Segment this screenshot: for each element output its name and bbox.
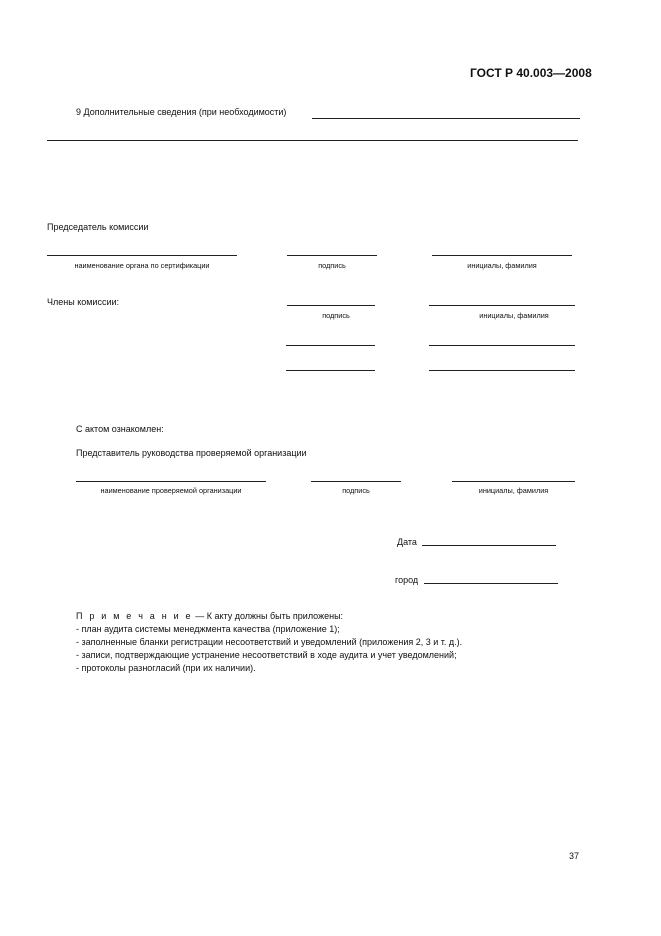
member-1-name-line[interactable] xyxy=(429,305,575,306)
item-9-label: 9 Дополнительные сведения (при необходимости) xyxy=(76,107,287,117)
note-heading xyxy=(76,611,343,621)
representative-org-line[interactable] xyxy=(76,481,266,482)
chairman-org-caption: наименование органа по сертификации xyxy=(74,261,210,270)
chairman-sign-line[interactable] xyxy=(287,255,377,256)
member-2-sign-line[interactable] xyxy=(286,345,375,346)
note-item-3: - записи, подтверждающие устранение несоответствий в ходе аудита и учет уведомлений; xyxy=(76,650,457,660)
page-number: 37 xyxy=(569,851,580,861)
item-9-fill-line-2[interactable] xyxy=(47,140,578,141)
chairman-name-caption: инициалы, фамилия xyxy=(467,261,537,270)
members-label: Члены комиссии: xyxy=(47,297,120,307)
item-9-fill-line[interactable] xyxy=(312,118,580,119)
member-1-sign-line[interactable] xyxy=(287,305,375,306)
representative-name-caption: инициалы, фамилия xyxy=(478,486,549,495)
acquainted-label: С актом ознакомлен: xyxy=(76,424,164,434)
chairman-name-line[interactable] xyxy=(432,255,572,256)
chairman-sign-caption: подпись xyxy=(318,261,346,270)
document-header: ГОСТ Р 40.003—2008 xyxy=(470,66,592,80)
city-label: город xyxy=(395,575,419,585)
note-item-1: - план аудита системы менеджмента качества (приложение 1); xyxy=(76,624,340,634)
date-field-line[interactable] xyxy=(422,545,556,546)
member-2-name-line[interactable] xyxy=(429,345,575,346)
representative-org-caption: наименование проверяемой организации xyxy=(100,486,242,495)
note-label: П р и м е ч а н и е xyxy=(76,611,193,621)
members-sign-caption: подпись xyxy=(322,311,350,320)
chairman-org-line[interactable] xyxy=(47,255,237,256)
city-field-line[interactable] xyxy=(424,583,558,584)
representative-name-line[interactable] xyxy=(452,481,575,482)
note-item-2: - заполненные бланки регистрации несоответствий и уведомлений (приложения 2, 3 и т. д.). xyxy=(76,637,463,647)
chairman-label: Председатель комиссии xyxy=(47,222,149,232)
member-3-name-line[interactable] xyxy=(429,370,575,371)
note-item-4: - протоколы разногласий (при их наличии). xyxy=(76,663,256,673)
member-3-sign-line[interactable] xyxy=(286,370,375,371)
representative-sign-line[interactable] xyxy=(311,481,401,482)
representative-sign-caption: подпись xyxy=(342,486,370,495)
date-label: Дата xyxy=(397,537,417,547)
representative-label: Представитель руководства проверяемой организации xyxy=(76,448,307,458)
members-name-caption: инициалы, фамилия xyxy=(479,311,549,320)
note-intro: — К акту должны быть приложены: xyxy=(192,611,344,621)
